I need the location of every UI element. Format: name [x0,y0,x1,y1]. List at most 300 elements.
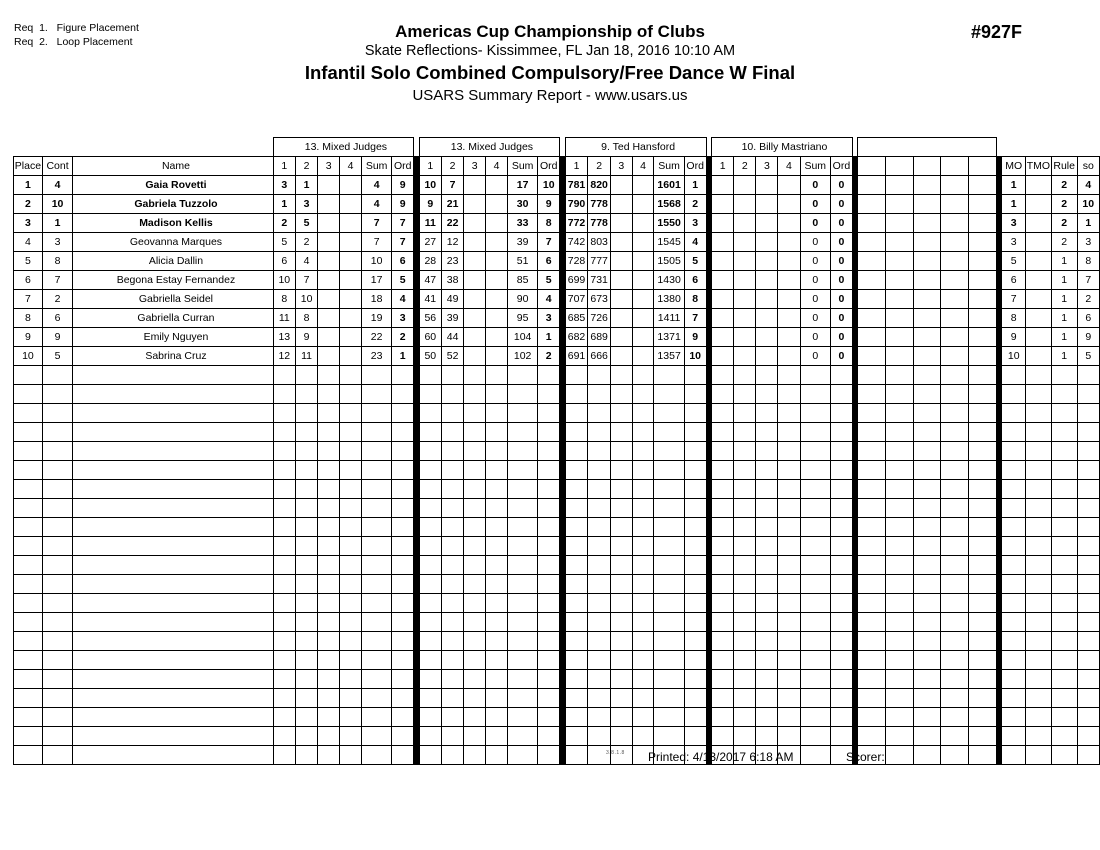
cell-judge [464,403,486,422]
cell-judge [318,669,340,688]
cell-ord-1: 7 [392,232,414,251]
cell-skater-name [73,403,273,422]
table-row-empty[interactable] [14,650,1100,669]
summary-results-table [13,137,1100,765]
cell-judge-1-4 [340,308,362,327]
cell-sum [654,460,684,479]
cell-judge [441,403,463,422]
cell-judge [778,460,800,479]
report-subtitle: USARS Summary Report - www.usars.us [412,87,688,104]
cell-judge [318,498,340,517]
cell-skater-name [73,574,273,593]
cell-judge [295,707,317,726]
cell-blank [941,555,969,574]
cell-mo: 1 [1002,175,1026,194]
cell-blank-4 [941,194,969,213]
cell-judge [610,517,632,536]
cell-ord-3: 7 [684,308,706,327]
table-row-empty[interactable] [14,574,1100,593]
cell-judge [273,536,295,555]
cell-ord [684,536,706,555]
cell-sum [654,631,684,650]
table-row-empty[interactable] [14,593,1100,612]
cell-blank [969,612,997,631]
cell-judge [295,422,317,441]
cell-blank-1 [858,327,886,346]
cell-judge [464,498,486,517]
cell-ord [684,422,706,441]
cell-so: 7 [1077,270,1099,289]
cell-judge-4-3 [756,289,778,308]
table-row-empty[interactable] [14,745,1100,764]
table-row[interactable] [14,175,1100,194]
cell-ord [392,745,414,764]
cell-judge [318,707,340,726]
cell-blank [858,688,886,707]
cell-blank-1 [858,308,886,327]
cell-sum-4: 0 [800,270,831,289]
table-row-empty[interactable] [14,688,1100,707]
cell-ord [538,726,560,745]
cell-judge [712,650,734,669]
cell-ord [538,460,560,479]
cell-sum [361,403,391,422]
cell-judge [441,612,463,631]
cell-tmo [1025,175,1051,194]
cell-cont [42,726,72,745]
cell-judge [340,574,362,593]
cell-judge [712,612,734,631]
table-row-empty[interactable] [14,669,1100,688]
cell-judge [318,745,340,764]
cell-blank [941,593,969,612]
table-row[interactable] [14,251,1100,270]
table-row-empty[interactable] [14,422,1100,441]
cell-blank-2 [886,251,914,270]
cell-ord [831,441,853,460]
header-rule: Rule [1051,156,1077,175]
cell-judge-2-2: 38 [441,270,463,289]
cell-so [1077,498,1099,517]
cell-ord [831,479,853,498]
cell-blank [941,460,969,479]
cell-cont: 1 [42,213,72,232]
cell-blank-5 [969,289,997,308]
cell-judge [419,422,441,441]
cell-cont [42,517,72,536]
cell-sum [361,631,391,650]
cell-judge-3-1: 781 [565,175,588,194]
cell-judge-2-3 [464,213,486,232]
cell-judge [734,422,756,441]
table-row-empty[interactable] [14,726,1100,745]
cell-judge [734,707,756,726]
cell-cont [42,479,72,498]
cell-blank-5 [969,213,997,232]
cell-place [14,688,43,707]
cell-blank [969,460,997,479]
cell-cont [42,631,72,650]
cell-sum-1: 10 [361,251,391,270]
cell-blank-5 [969,175,997,194]
cell-judge-2-4 [486,270,508,289]
table-row-empty[interactable] [14,460,1100,479]
cell-judge [610,669,632,688]
cell-judge [318,631,340,650]
cell-judge [464,422,486,441]
cell-ord [831,555,853,574]
table-row-empty[interactable] [14,384,1100,403]
cell-judge [340,631,362,650]
cell-judge-1-3 [318,251,340,270]
cell-sum [361,498,391,517]
cell-judge [756,460,778,479]
table-row[interactable] [14,346,1100,365]
cell-judge [588,555,611,574]
cell-ord [831,422,853,441]
cell-rule [1051,460,1077,479]
cell-ord [684,479,706,498]
cell-sum [800,612,831,631]
cell-cont: 3 [42,232,72,251]
cell-judge [340,593,362,612]
cell-cont: 2 [42,289,72,308]
cell-blank-4 [941,308,969,327]
cell-blank [913,441,941,460]
cell-sum [361,536,391,555]
cell-rule [1051,669,1077,688]
cell-judge [588,612,611,631]
cell-judge-1-4 [340,251,362,270]
cell-sum [361,688,391,707]
cell-sum-4: 0 [800,327,831,346]
header-blank-5 [969,156,997,175]
cell-sum [654,707,684,726]
cell-judge [610,726,632,745]
cell-judge [295,365,317,384]
cell-judge [486,441,508,460]
cell-judge [464,479,486,498]
cell-tmo [1025,479,1051,498]
cell-sum [800,555,831,574]
cell-ord-3: 4 [684,232,706,251]
cell-sum [654,479,684,498]
cell-judge-2-4 [486,308,508,327]
cell-sum [361,555,391,574]
cell-mo [1002,536,1026,555]
cell-sum [507,707,537,726]
cell-judge-1-3 [318,270,340,289]
cell-judge [778,612,800,631]
cell-judge-1-2: 4 [295,251,317,270]
cell-judge [419,365,441,384]
cell-ord-4: 0 [831,289,853,308]
cell-judge [318,650,340,669]
cell-judge-2-4 [486,232,508,251]
cell-sum [800,650,831,669]
cell-judge [778,403,800,422]
cell-judge-1-2: 10 [295,289,317,308]
cell-ord [538,384,560,403]
cell-blank-2 [886,213,914,232]
cell-blank [913,745,941,764]
cell-sum [361,593,391,612]
cell-ord-3: 9 [684,327,706,346]
cell-judge [318,726,340,745]
table-row[interactable] [14,232,1100,251]
table-row[interactable] [14,327,1100,346]
cell-judge-2-4 [486,213,508,232]
cell-blank [969,441,997,460]
cell-blank [941,479,969,498]
cell-judge-2-2: 7 [441,175,463,194]
cell-ord-4: 0 [831,213,853,232]
cell-judge [486,631,508,650]
cell-blank [913,479,941,498]
cell-blank [886,688,914,707]
cell-place: 4 [14,232,43,251]
cell-blank [886,365,914,384]
cell-cont [42,536,72,555]
cell-judge-3-4 [632,175,654,194]
cell-judge-2-1: 27 [419,232,441,251]
cell-sum [654,517,684,536]
cell-tmo [1025,574,1051,593]
cell-skater-name [73,422,273,441]
cell-sum [361,574,391,593]
cell-judge [756,650,778,669]
cell-blank [858,555,886,574]
cell-judge-3-4 [632,327,654,346]
cell-judge-2-1: 47 [419,270,441,289]
cell-judge [273,688,295,707]
table-row[interactable] [14,213,1100,232]
cell-judge-4-2 [734,251,756,270]
cell-blank-3 [913,346,941,365]
cell-judge [756,536,778,555]
cell-judge [486,593,508,612]
cell-sum [654,498,684,517]
cell-judge-3-3 [610,175,632,194]
header-mo: MO [1002,156,1026,175]
cell-judge-4-2 [734,232,756,251]
cell-tmo [1025,688,1051,707]
table-row[interactable] [14,289,1100,308]
event-title: Infantil Solo Combined Compulsory/Free Dance W Final [304,62,796,83]
header-blank-4 [941,156,969,175]
table-row-empty[interactable] [14,498,1100,517]
cell-blank [886,536,914,555]
cell-judge [441,460,463,479]
cell-skater-name [73,707,273,726]
cell-blank-5 [969,346,997,365]
cell-ord [538,631,560,650]
cell-ord [831,593,853,612]
cell-place [14,631,43,650]
cell-judge [712,726,734,745]
table-row[interactable] [14,270,1100,289]
cell-judge-3-2: 777 [588,251,611,270]
cell-ord [684,631,706,650]
header-blank-2 [886,156,914,175]
table-row-empty[interactable] [14,441,1100,460]
header-judge-1-3: 3 [318,156,340,175]
cell-mo [1002,631,1026,650]
table-row-empty[interactable] [14,365,1100,384]
cell-ord [392,460,414,479]
cell-judge-1-4 [340,232,362,251]
table-row[interactable] [14,308,1100,327]
cell-tmo [1025,365,1051,384]
cell-judge [295,593,317,612]
cell-judge [632,365,654,384]
cell-judge-1-1: 13 [273,327,295,346]
cell-judge [419,517,441,536]
table-row-empty[interactable] [14,403,1100,422]
cell-place [14,612,43,631]
cell-judge [419,707,441,726]
cell-ord [831,460,853,479]
cell-blank [858,517,886,536]
cell-judge-1-1: 6 [273,251,295,270]
cell-judge [441,365,463,384]
cell-blank [969,384,997,403]
cell-cont [42,384,72,403]
cell-judge-3-2: 726 [588,308,611,327]
cell-skater-name: Geovanna Marques [73,232,273,251]
table-row-empty[interactable] [14,555,1100,574]
cell-judge [486,707,508,726]
cell-judge [632,612,654,631]
table-row-empty[interactable] [14,612,1100,631]
cell-judge [318,593,340,612]
table-row-empty[interactable] [14,631,1100,650]
table-row-empty[interactable] [14,517,1100,536]
cell-judge [464,460,486,479]
cell-so [1077,574,1099,593]
cell-so: 9 [1077,327,1099,346]
table-row-empty[interactable] [14,536,1100,555]
cell-ord [831,498,853,517]
cell-sum [800,669,831,688]
cell-judge-2-3 [464,251,486,270]
cell-tmo [1025,213,1051,232]
cell-judge [756,422,778,441]
cell-judge [632,574,654,593]
cell-blank [886,650,914,669]
cell-ord [392,726,414,745]
cell-rule [1051,574,1077,593]
cell-judge [295,745,317,764]
cell-skater-name [73,384,273,403]
cell-ord [831,536,853,555]
cell-sum-3: 1568 [654,194,684,213]
cell-judge [486,365,508,384]
cell-judge [756,517,778,536]
cell-judge-4-4 [778,194,800,213]
cell-judge-4-1 [712,346,734,365]
cell-ord [831,384,853,403]
cell-judge-3-4 [632,346,654,365]
cell-tmo [1025,631,1051,650]
cell-judge [632,422,654,441]
cell-blank [858,612,886,631]
cell-judge [778,707,800,726]
cell-mo [1002,441,1026,460]
cell-place [14,555,43,574]
cell-judge-1-1: 3 [273,175,295,194]
cell-so [1077,612,1099,631]
cell-ord-3: 3 [684,213,706,232]
cell-blank-1 [858,232,886,251]
cell-mo [1002,517,1026,536]
cell-blank [886,479,914,498]
column-header-row [14,156,1100,175]
cell-cont [42,555,72,574]
cell-tmo [1025,327,1051,346]
cell-judge [632,688,654,707]
title-block [0,22,1100,107]
cell-judge-3-3 [610,213,632,232]
cell-blank [941,536,969,555]
cell-blank [941,517,969,536]
cell-ord [538,669,560,688]
cell-judge [486,479,508,498]
cell-skater-name [73,498,273,517]
cell-judge [632,555,654,574]
cell-judge [273,498,295,517]
table-row-empty[interactable] [14,707,1100,726]
cell-judge [464,384,486,403]
cell-rule [1051,365,1077,384]
cell-sum-4: 0 [800,194,831,213]
cell-ord [684,593,706,612]
cell-mo [1002,498,1026,517]
cell-judge [778,574,800,593]
spacer [1051,138,1077,157]
cell-sum [654,726,684,745]
cell-judge [318,536,340,555]
cell-judge [610,574,632,593]
cell-ord-4: 0 [831,194,853,213]
cell-judge-2-2: 12 [441,232,463,251]
cell-rule: 1 [1051,270,1077,289]
cell-judge [712,365,734,384]
cell-judge [464,745,486,764]
cell-mo: 3 [1002,232,1026,251]
cell-blank [969,669,997,688]
header-judge-3-4: 4 [632,156,654,175]
table-row-empty[interactable] [14,479,1100,498]
cell-ord [684,612,706,631]
cell-judge-3-1: 772 [565,213,588,232]
cell-place [14,403,43,422]
cell-judge [588,650,611,669]
table-row[interactable] [14,194,1100,213]
cell-judge [756,612,778,631]
cell-judge-4-3 [756,175,778,194]
cell-judge [632,441,654,460]
cell-judge [340,403,362,422]
cell-ord-1: 9 [392,194,414,213]
cell-judge [318,460,340,479]
cell-judge-3-1: 682 [565,327,588,346]
cell-judge [632,669,654,688]
cell-place [14,707,43,726]
cell-tmo [1025,232,1051,251]
cell-ord-4: 0 [831,175,853,194]
cell-mo [1002,707,1026,726]
